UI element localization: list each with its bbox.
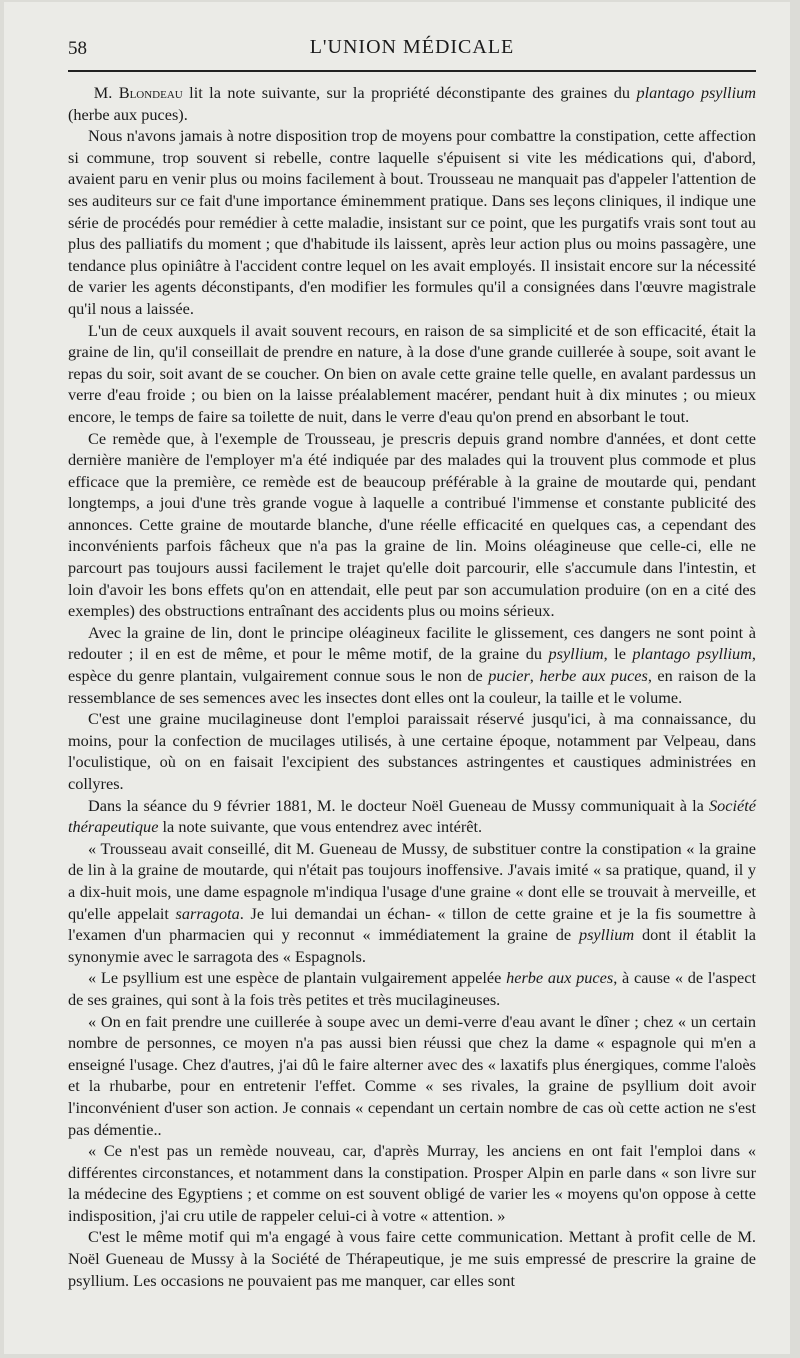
paragraph-5: Avec la graine de lin, dont le principe oléagineux facilite le glissement, ces dangers ne sont point à redouter ; il en est de même, et pour le même motif, de la graine du psyllium, le plantago psyllium, espèce du genre plantain, vulgairement connue sous le non de pucier, herbe aux puces, en raison de la ressemblance de ses semences avec les insectes dont elles ont la couleur, la taille et le volume.: [68, 622, 757, 707]
paragraph-9: « Le psyllium est une espèce de plantain vulgairement appelée herbe aux puces, à cause « de l'aspect de ses graines, qui sont à la fois très petites et très mucilagineuses.: [68, 968, 756, 1009]
running-title: L'UNION MÉDICALE: [309, 36, 515, 58]
author-name: Blondeau: [118, 83, 183, 102]
page-header: [68, 34, 756, 66]
header-rule: [68, 70, 756, 72]
paragraph-12: C'est le même motif qui m'a engagé à vous faire cette communication. Mettant à profit celle de M. Noël Gueneau de Mussy à la Société de Thérapeutique, je me suis empressé de prescrire la graine de psyllium. Les occasions ne pouvaient pas me manquer, car elles sont: [68, 1227, 756, 1290]
paragraph-8: « Trousseau avait conseillé, dit M. Gueneau de Mussy, de substituer contre la constipation « la graine de lin à la graine de moutarde, qui n'était pas toujours inoffensive. J'avais imité « sa pratique, quand, il y a dix-huit mois, une dame espagnole m'indiqua l'usage d'une graine « dont elle se trouvait à merveille, et qu'elle appelait sarragota. Je lui demandai un échan- « tillon de cette graine et je la fis soumettre à l'examen d'un pharmacien qui y reconnut « immédiatement la graine de psyllium dont il établit la synonymie avec le sarragota des « Espagnols.: [68, 838, 756, 966]
paragraph-4: Ce remède que, à l'exemple de Trousseau, je prescris depuis grand nombre d'années, et dont cette dernière manière de l'employer m'a été indiquée par des malades qui la trouvent plus commode et plus efficace que la première, ce remède est de beaucoup préférable à la graine de moutarde qui, pendant longtemps, a joui d'une très grande vogue à laquelle a contribué l'immense et constante publicité des annonces. Cette graine de moutarde blanche, d'une réelle efficacité en quelques cas, a cependant des inconvénients parfois fâcheux que n'a pas la graine de lin. Moins oléagineuse que celle-ci, elle ne parcourt pas toujours aussi facilement le trajet qu'elle doit parcourir, elle s'accumule dans l'intestin, et loin d'avoir les bons effets qu'on en attendait, elle peut par son accumulation produire (on en a cité des exemples) des obstructions entraînant des accidents plus ou moins sérieux.: [68, 428, 756, 621]
body-text: [68, 82, 756, 1291]
page-number: 58: [68, 38, 87, 59]
paragraph-3: L'un de ceux auxquels il avait souvent recours, en raison de sa simplicité et de son efficacité, était la graine de lin, qu'il conseillait de prendre en nature, à la dose d'une grande cuillerée à soupe, soit avant le repas du soir, soit avant de se coucher. On bien on avale cette graine telle quelle, en avalant pardessus un verre d'eau froide ; ou bien on la laisse préalablement macérer, pendant huit à dix minutes ; ou mieux encore, le temps de faire sa toilette de nuit, dans le verre d'eau qu'on prend en absorbant le tout.: [68, 320, 756, 426]
paragraph-2: Nous n'avons jamais à notre disposition trop de moyens pour combattre la constipation, cette affection si commune, trop souvent si rebelle, contre laquelle s'épuisent si vite les médications qui, d'abord, avaient paru en venir plus ou moins facilement à bout. Trousseau ne manquait pas d'appeler l'attention de ses auditeurs sur ce fait d'une importance éminemment pratique. Dans ses leçons cliniques, il indique une série de procédés pour remédier à cette maladie, insistant sur ce point, que les purgatifs vrais sont tout au plus des palliatifs du moment ; que d'habitude ils laissent, après leur action plus ou moins passagère, une tendance plus opiniâtre à l'accident contre lequel on les avait employés. Il insistait encore sur la nécessité de varier les agents déconstipants, d'en modifier les formules qu'il a consignées dans l'œuvre magistrale qu'il nous a laissée.: [68, 126, 756, 318]
paragraph-10: « On en fait prendre une cuillerée à soupe avec un demi-verre d'eau avant le dîner ; chez « un certain nombre de personnes, ce moyen n'a pas aussi bien réussi que chez la dame « espagnole qui m'en a enseigné l'usage. Chez d'autres, j'ai dû le faire alterner avec des « laxatifs plus énergiques, comme l'aloès et la rhubarbe, pour en entretenir l'effet. Comme « ses rivales, la graine de psyllium doit avoir l'inconvénient d'user son action. Je connais « cependant un certain nombre de cas où cette action ne s'est pas démentie..: [68, 1011, 756, 1139]
paragraph-11: « Ce n'est pas un remède nouveau, car, d'après Murray, les anciens en ont fait l'emploi dans « différentes circonstances, et notamment dans la constipation. Prosper Alpin en parle dans « son livre sur la médecine des Egyptiens ; et comme on est souvent obligé de varier les « moyens qu'on oppose à cette indisposition, j'ai cru utile de rappeler celui-ci à votre « attention. »: [68, 1141, 756, 1225]
document-page: [4, 2, 790, 1354]
paragraph-1: M. Blondeau lit la note suivante, sur la propriété déconstipante des graines du plantago psyllium (herbe aux puces).: [68, 83, 756, 124]
paragraph-6: C'est une graine mucilagineuse dont l'emploi paraissait réservé jusqu'ici, à ma connaissance, du moins, pour la confection de mucilages utilisés, à une certaine époque, notamment par Velpeau, dans l'oculistique, où on en faisait l'excipient des substances astringentes et caustiques administrées en collyres.: [68, 709, 756, 793]
paragraph-7: Dans la séance du 9 février 1881, M. le docteur Noël Gueneau de Mussy communiquait à la Société thérapeutique la note suivante, que vous entendrez avec intérêt.: [68, 795, 756, 837]
